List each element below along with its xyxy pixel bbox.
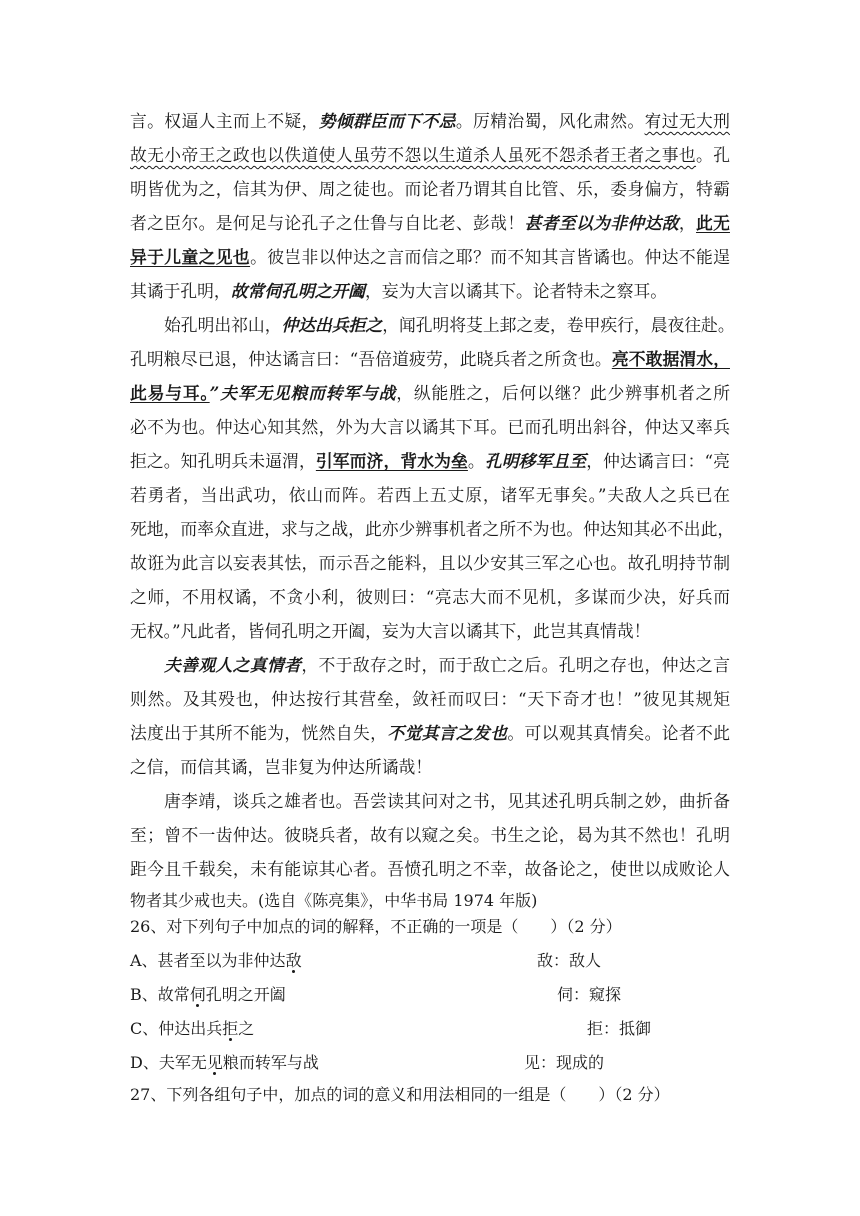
passage-line: 若勇者，当出武功，依山而阵。若西上五丈原，诸军无事矣。”夫敌人之兵已在 xyxy=(130,485,730,505)
passage-line: 死地，而率众直进，求与之战，此亦少辨事机者之所不为也。仲达知其必不出此， xyxy=(130,519,735,539)
passage-line: 唐李靖，谈兵之雄者也。吾尝读其问对之书，见其述孔明兵制之妙，曲折备 xyxy=(164,791,730,811)
passage-line: 始孔明出祁山，仲达出兵拒之，闻孔明将芟上邽之麦，卷甲疾行，晨夜往赴。 xyxy=(164,315,735,335)
passage-line: 至；曾不一齿仲达。彼晓兵者，故有以窥之矣。书生之论，曷为其不然也！孔明 xyxy=(130,825,730,845)
option-b-answer: 伺：窥探 xyxy=(557,985,622,1004)
passage-line: 言。权逼人主而上不疑，势倾群臣而下不忌。厉精治蜀，风化肃然。宥过无大刑 xyxy=(130,111,730,131)
passage-line: 拒之。知孔明兵未逼渭，引军而济，背水为垒。孔明移军且至，仲达谲言曰：“亮 xyxy=(130,451,730,471)
underlined-emphasis: 此易与耳。 xyxy=(130,383,210,403)
passage-line: 法度出于其所不能为，恍然自失，不觉其言之发也。可以观其真情矣。论者不此 xyxy=(130,723,730,743)
passage-line: 此易与耳。”夫军无见粮而转军与战，纵能胜之，后何以继？此少辨事机者之所 xyxy=(130,383,730,403)
passage-line: 则然。及其殁也，仲达按行其营垒，敛衽而叹曰：“天下奇才也！”彼见其规矩 xyxy=(130,689,730,709)
passage-line: 明皆优为之，信其为伊、周之徒也。而论者乃谓其自比管、乐，委身偏方，特霸 xyxy=(130,179,730,199)
emphasis: 孔明移军且至 xyxy=(484,451,587,471)
passage-line: 孔明粮尽已退，仲达谲言曰：“吾倍道疲劳，此晓兵者之所贪也。亮不敢据渭水， xyxy=(130,349,730,369)
emphasis: 故常伺孔明之开阖 xyxy=(230,281,365,301)
option-c-answer: 拒：抵御 xyxy=(587,1019,652,1038)
option-a: A、甚者至以为非仲达敌 xyxy=(130,951,302,970)
emphasis: 仲达出兵拒之 xyxy=(281,315,383,335)
passage-line: 故无小帝王之政也以佚道使人虽劳不怨以生道杀人虽死不怨杀者王者之事也。孔 xyxy=(130,145,730,165)
passage-line: 故诳为此言以妄表其怯，而示吾之能料，且以少安其三军之心也。故孔明持节制 xyxy=(130,553,730,573)
emphasis: 甚者至以为非仲达敌 xyxy=(524,213,679,233)
dotted-char: 伺 xyxy=(189,985,206,1004)
underlined-emphasis: 异于儿童之见也 xyxy=(130,247,251,267)
passage-line: 者之臣尔。是何足与论孔子之仕鲁与自比老、彭哉！甚者至以为非仲达敌，此无 xyxy=(130,213,730,233)
option-b: B、故常伺孔明之开阖 xyxy=(130,985,286,1004)
wavy-underline: 故无小帝王之政也以佚道使人虽劳不怨以生道杀人虽死不怨杀者王者之事也 xyxy=(130,145,697,165)
passage-line: 无权。”凡此者，皆伺孔明之开阖，妄为大言以谲其下，此岂其真情哉！ xyxy=(130,621,651,641)
underlined-emphasis: 此无 xyxy=(696,213,730,233)
emphasis: 不觉其言之发也 xyxy=(387,723,508,743)
option-a-answer: 敌：敌人 xyxy=(537,951,602,970)
dotted-char: 拒 xyxy=(222,1019,239,1038)
passage-line: 异于儿童之见也。彼岂非以仲达之言而信之耶？而不知其言皆谲也。仲达不能逞 xyxy=(130,247,730,267)
underlined-emphasis: 亮不敢据渭水， xyxy=(611,349,730,369)
question-26-stem: 26、对下列句子中加点的词的解释，不正确的一项是（ ）（2 分） xyxy=(130,917,622,936)
dotted-char: 敌 xyxy=(285,951,302,970)
passage-line: 必不为也。仲达心知其然，外为大言以谲其下耳。已而孔明出斜谷，仲达又率兵 xyxy=(130,417,730,437)
dotted-char: 见 xyxy=(206,1053,223,1072)
passage-line: 距今且千载矣，未有能谅其心者。吾愤孔明之不幸，故备论之，使世以成败论人 xyxy=(130,859,730,879)
question-27-stem: 27、下列各组句子中，加点的词的意义和用法相同的一组是（ ）（2 分） xyxy=(130,1085,670,1104)
option-d: D、夫军无见粮而转军与战 xyxy=(130,1053,319,1072)
emphasis: 势倾群臣而下不忌 xyxy=(318,111,456,131)
option-d-answer: 见：现成的 xyxy=(524,1053,605,1072)
emphasis: 夫军无见粮而转军与战 xyxy=(219,383,397,403)
emphasis: 夫善观人之真情者 xyxy=(164,655,302,675)
passage-line: 夫善观人之真情者，不于敌存之时，而于敌亡之后。孔明之存也，仲达之言 xyxy=(164,655,730,675)
underlined-emphasis: 引军而济，背水为垒 xyxy=(315,451,468,471)
option-c: C、仲达出兵拒之 xyxy=(130,1019,255,1038)
source-citation: 物者其少戒也夫。(选自《陈亮集》，中华书局 1974 年版) xyxy=(130,891,538,910)
passage-line: 之师，不用权谲，不贪小利，彼则曰：“亮志大而不见机，多谋而少决，好兵而 xyxy=(130,587,730,607)
passage-line: 其谲于孔明，故常伺孔明之开阖，妄为大言以谲其下。论者特未之察耳。 xyxy=(130,281,668,301)
wavy-underline: 宥过无大刑 xyxy=(644,111,730,131)
passage-line: 之信，而信其谲，岂非复为仲达所谲哉！ xyxy=(130,757,433,777)
